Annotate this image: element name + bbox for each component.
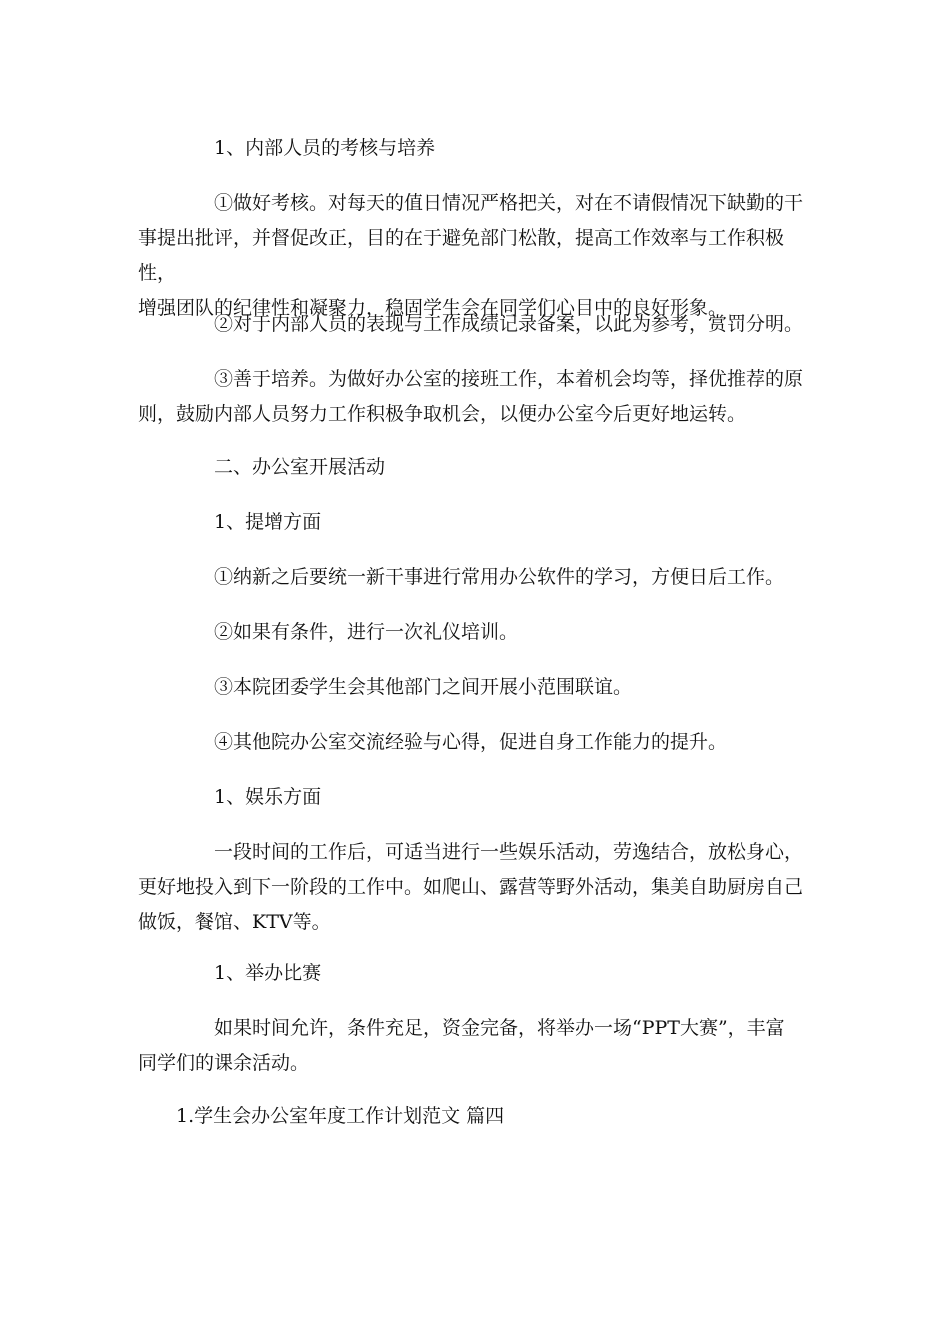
paragraph-fellowship (138, 670, 818, 705)
text-line: ①纳新之后要统一新干事进行常用办公软件的学习，方便日后工作。 (214, 566, 785, 588)
text-line: 事提出批评，并督促改正，目的在于避免部门松散，提高工作效率与工作积极性， (138, 227, 785, 284)
text-line: 增强团队的纪律性和凝聚力，稳固学生会在同学们心目中的良好形象。 (138, 297, 728, 319)
text-line: 1、内部人员的考核与培养 (214, 137, 436, 159)
text-line: ④其他院办公室交流经验与心得，促进自身工作能力的提升。 (214, 731, 728, 753)
paragraph-assessment (138, 186, 818, 326)
text-line: 1、娱乐方面 (214, 786, 322, 808)
section-heading-assessment (138, 131, 818, 166)
text-line: ③本院团委学生会其他部门之间开展小范围联谊。 (214, 676, 633, 698)
paragraph-training (138, 362, 818, 432)
text-line: 1、提增方面 (214, 511, 322, 533)
text-line: 同学们的课余活动。 (138, 1052, 310, 1074)
text-line: 1、举办比赛 (214, 962, 322, 984)
section-heading-activities (138, 450, 818, 485)
subheading-entertainment (138, 780, 818, 815)
text-line: 一段时间的工作后，可适当进行一些娱乐活动，劳逸结合，放松身心， (214, 841, 804, 863)
paragraph-software-training (138, 560, 818, 595)
paragraph-records (138, 307, 818, 342)
paragraph-exchange (138, 725, 818, 760)
text-line: 二、办公室开展活动 (214, 456, 386, 478)
subheading-competition (138, 956, 818, 991)
paragraph-etiquette (138, 615, 818, 650)
paragraph-competition (138, 1011, 818, 1081)
text-line: 则，鼓励内部人员努力工作积极争取机会，以便办公室今后更好地运转。 (138, 403, 747, 425)
text-line: ②对于内部人员的表现与工作成绩记录备案，以此为参考，赏罚分明。 (214, 313, 804, 335)
text-line: ③善于培养。为做好办公室的接班工作，本着机会均等，择优推荐的原 (214, 368, 804, 390)
subheading-improvement (138, 505, 818, 540)
text-line: 做饭，餐馆、KTV等。 (138, 911, 331, 933)
text-line: 如果时间允许，条件充足，资金完备，将举办一场“PPT大赛”，丰富 (214, 1017, 785, 1039)
text-line: 更好地投入到下一阶段的工作中。如爬山、露营等野外活动，集美自助厨房自己 (138, 876, 804, 898)
text-line: ①做好考核。对每天的值日情况严格把关，对在不请假情况下缺勤的干 (214, 192, 804, 214)
list-heading-section-four: 1.学生会办公室年度工作计划范文 篇四 (176, 1105, 505, 1127)
paragraph-entertainment (138, 835, 818, 940)
text-line: ②如果有条件，进行一次礼仪培训。 (214, 621, 519, 643)
